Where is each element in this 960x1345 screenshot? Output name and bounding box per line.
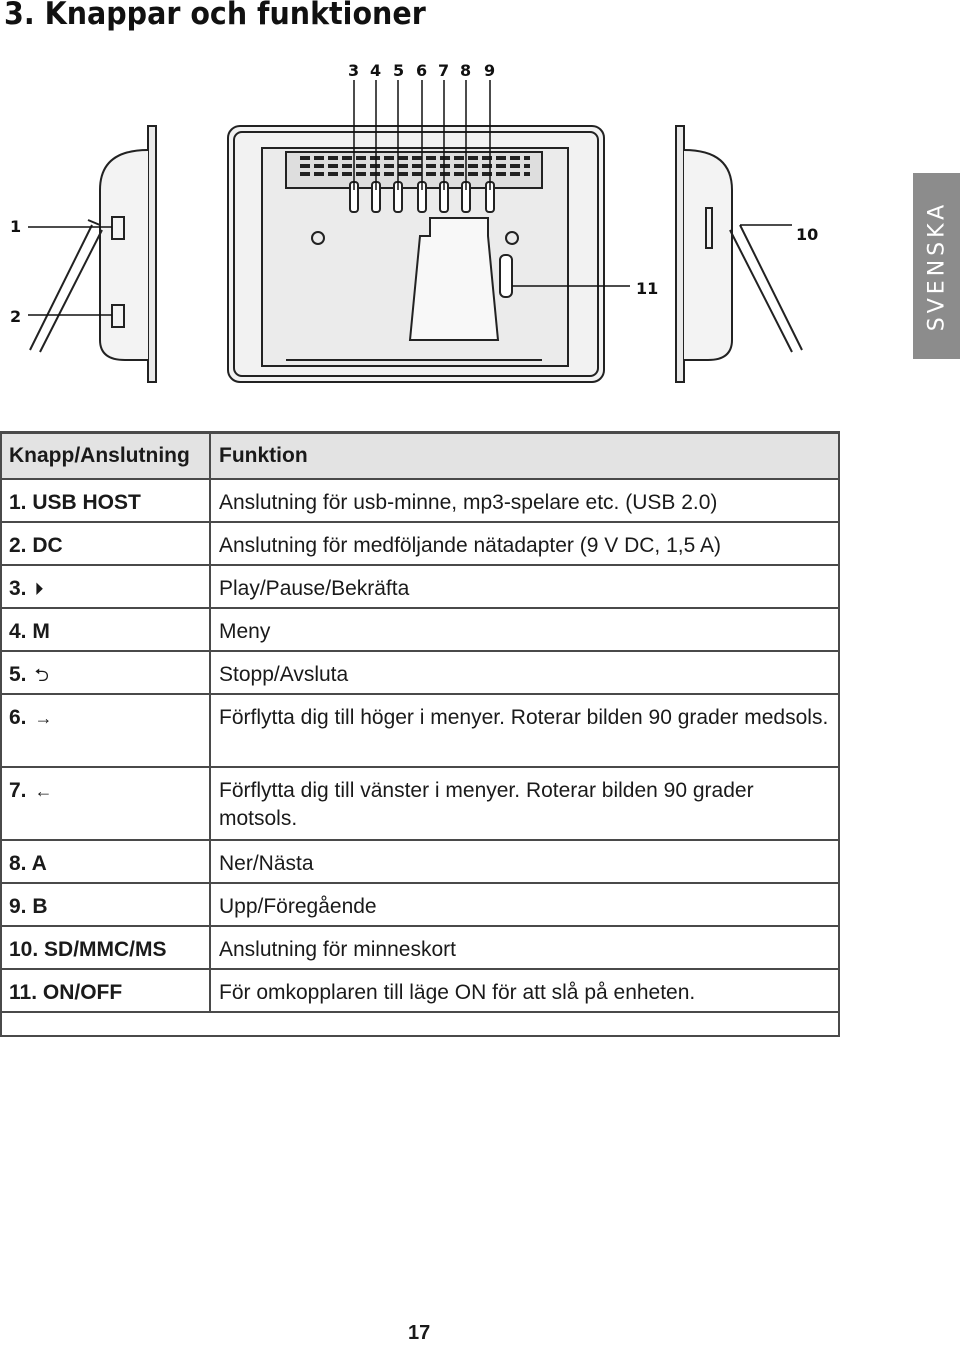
callout-8: 8	[460, 61, 472, 80]
callout-1: 1	[10, 217, 22, 236]
device-diagram	[0, 40, 900, 410]
back-view	[228, 126, 604, 382]
row-function: Upp/Föregående	[210, 883, 838, 926]
callout-10: 10	[796, 225, 819, 244]
row-function: Stopp/Avsluta	[210, 651, 838, 694]
row-key: 9. B	[1, 883, 210, 926]
row-function: Meny	[210, 608, 838, 651]
arrow-right-icon: →	[34, 708, 53, 728]
row-key: 4. M	[1, 608, 210, 651]
language-tab-label: SVENSKA	[924, 200, 949, 332]
table-row	[1, 565, 838, 608]
language-tab	[913, 173, 960, 359]
row-key-label: 3.	[9, 577, 27, 600]
row-function: Ner/Nästa	[210, 840, 838, 883]
callout-4: 4	[370, 61, 382, 80]
table-row	[1, 767, 838, 840]
row-key	[1, 651, 210, 694]
row-function: Anslutning för minneskort	[210, 926, 838, 969]
row-key	[1, 694, 210, 767]
row-key-label: 5.	[9, 663, 27, 686]
row-key: 10. SD/MMC/MS	[1, 926, 210, 969]
page-number: 17	[408, 1322, 431, 1344]
right-side-view	[676, 126, 802, 382]
row-key-label: 6.	[9, 706, 27, 729]
row-key-label: 7.	[9, 779, 27, 802]
row-function: Anslutning för usb-minne, mp3-spelare etc. (USB 2.0)	[210, 479, 838, 522]
table-row	[1, 969, 838, 1012]
callout-6: 6	[416, 61, 428, 80]
play-icon: ⏵	[34, 579, 44, 599]
callout-11: 11	[636, 279, 659, 298]
row-function: Förflytta dig till höger i menyer. Roterar bilden 90 grader medsols.	[210, 694, 838, 767]
table-row	[1, 883, 838, 926]
row-function: För omkopplaren till läge ON för att slå på enheten.	[210, 969, 838, 1012]
row-key: 2. DC	[1, 522, 210, 565]
row-key	[1, 565, 210, 608]
table-header	[1, 433, 838, 479]
row-key: 11. ON/OFF	[1, 969, 210, 1012]
row-function: Play/Pause/Bekräfta	[210, 565, 838, 608]
table-row	[1, 651, 838, 694]
page-title: 3. Knappar och funktioner	[4, 0, 426, 32]
row-key: 8. A	[1, 840, 210, 883]
callout-9: 9	[484, 61, 496, 80]
header-key: Knapp/Anslutning	[1, 433, 210, 479]
callout-5: 5	[393, 61, 405, 80]
callout-2: 2	[10, 307, 22, 326]
left-side-view	[30, 126, 156, 382]
function-table	[1, 432, 838, 1013]
table-row	[1, 926, 838, 969]
table-row	[1, 694, 838, 767]
row-key: 1. USB HOST	[1, 479, 210, 522]
table-row	[1, 608, 838, 651]
arrow-left-icon: ←	[34, 781, 53, 801]
callout-7: 7	[438, 61, 450, 80]
table-row	[1, 522, 838, 565]
header-function: Funktion	[210, 433, 838, 479]
table-row	[1, 840, 838, 883]
table-row	[1, 479, 838, 522]
row-function: Anslutning för medföljande nätadapter (9 V DC, 1,5 A)	[210, 522, 838, 565]
return-icon: ⮌	[34, 665, 49, 685]
row-function: Förflytta dig till vänster i menyer. Roterar bilden 90 grader motsols.	[210, 767, 838, 840]
callout-3: 3	[348, 61, 360, 80]
row-key	[1, 767, 210, 840]
